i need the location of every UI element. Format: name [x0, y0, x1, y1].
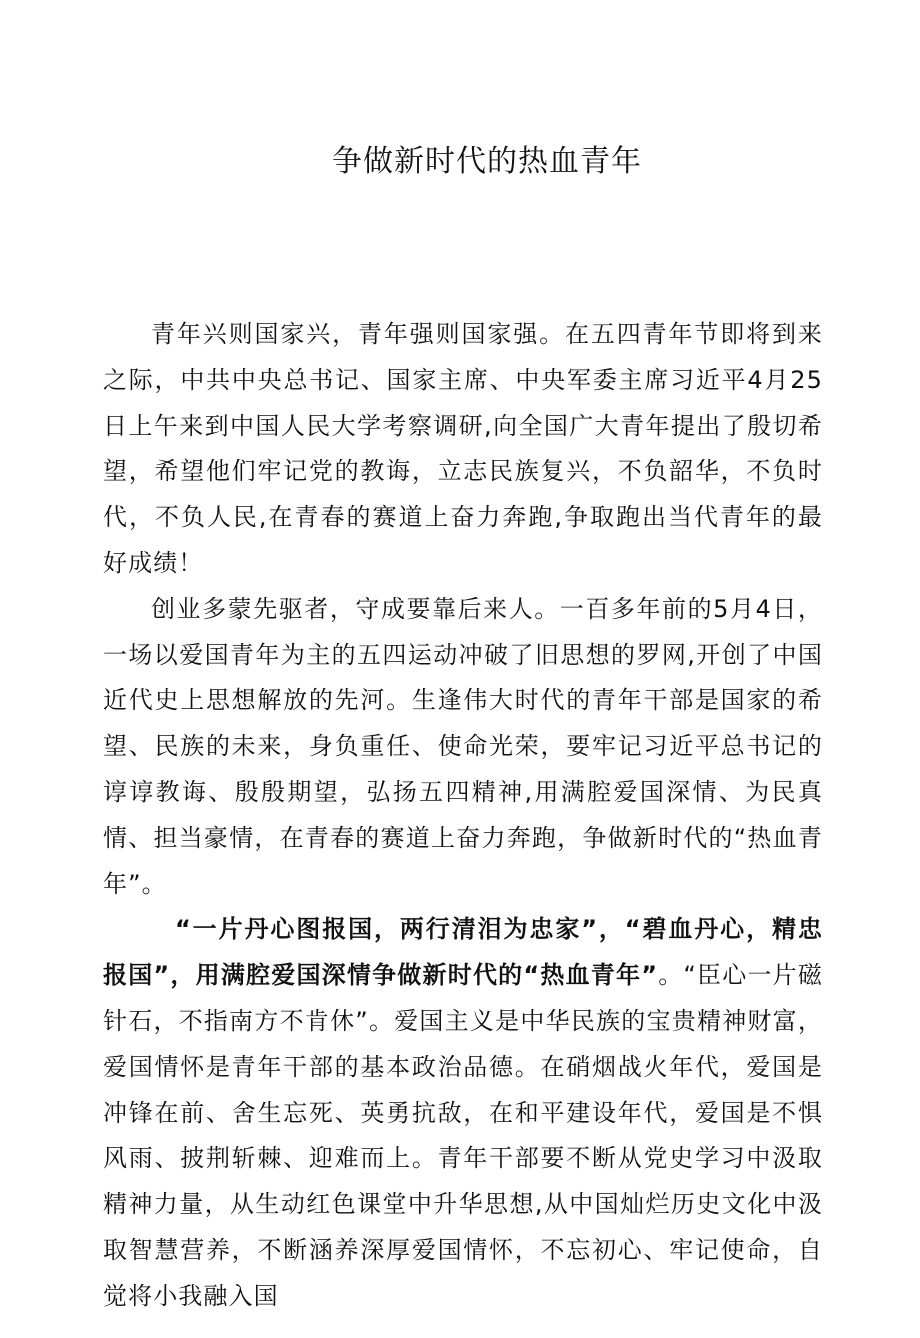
paragraph-3-text: 。“臣心一片磁针石，不指南方不肯休”。爱国主义是中华民族的宝贵精神财富，爱国情怀是青年干部的基本政治品德。在硝烟战火年代，爱国是冲锋在前、舍生忘死、英勇抗敌，在和平建设年代，爱国是不惧风雨、披荆斩棘、迎难而上。青年干部要不断从党史学习中汲取精神力量，从生动红色课堂中升华思想,从中国灿烂历史文化中汲取智慧营养，不断涵养深厚爱国情怀，不忘初心、牢记使命，自觉将小我融入国 — [103, 961, 823, 1310]
paragraph-3-bold-lead: “一片丹心图报国，两行清泪为忠家”，“碧血丹心，精忠报国”，用满腔爱国深情争做新时代的“热血青年” — [103, 915, 823, 990]
paragraph-1: 青年兴则国家兴，青年强则国家强。在五四青年节即将到来之际，中共中央总书记、国家主席、中央军委主席习近平4月25日上午来到中国人民大学考察调研,向全国广大青年提出了殷切希望，希望他们牢记党的教诲，立志民族复兴，不负韶华，不负时代，不负人民,在青春的赛道上奋力奔跑,争取跑出当代青年的最好成绩！ — [103, 320, 823, 577]
paragraph-2: 创业多蒙先驱者，守成要靠后来人。一百多年前的5月4日，一场以爱国青年为主的五四运动冲破了旧思想的罗网,开创了中国近代史上思想解放的先河。生逢伟大时代的青年干部是国家的希望、民族的未来，身负重任、使命光荣，要牢记习近平总书记的谆谆教诲、殷殷期望，弘扬五四精神,用满腔爱国深情、为民真情、担当豪情，在青春的赛道上奋力奔跑，争做新时代的“热血青年”。 — [103, 594, 823, 898]
document-body — [103, 312, 823, 1320]
paragraph-3 — [103, 907, 823, 1319]
document-title: 争做新时代的热血青年 — [332, 144, 642, 179]
